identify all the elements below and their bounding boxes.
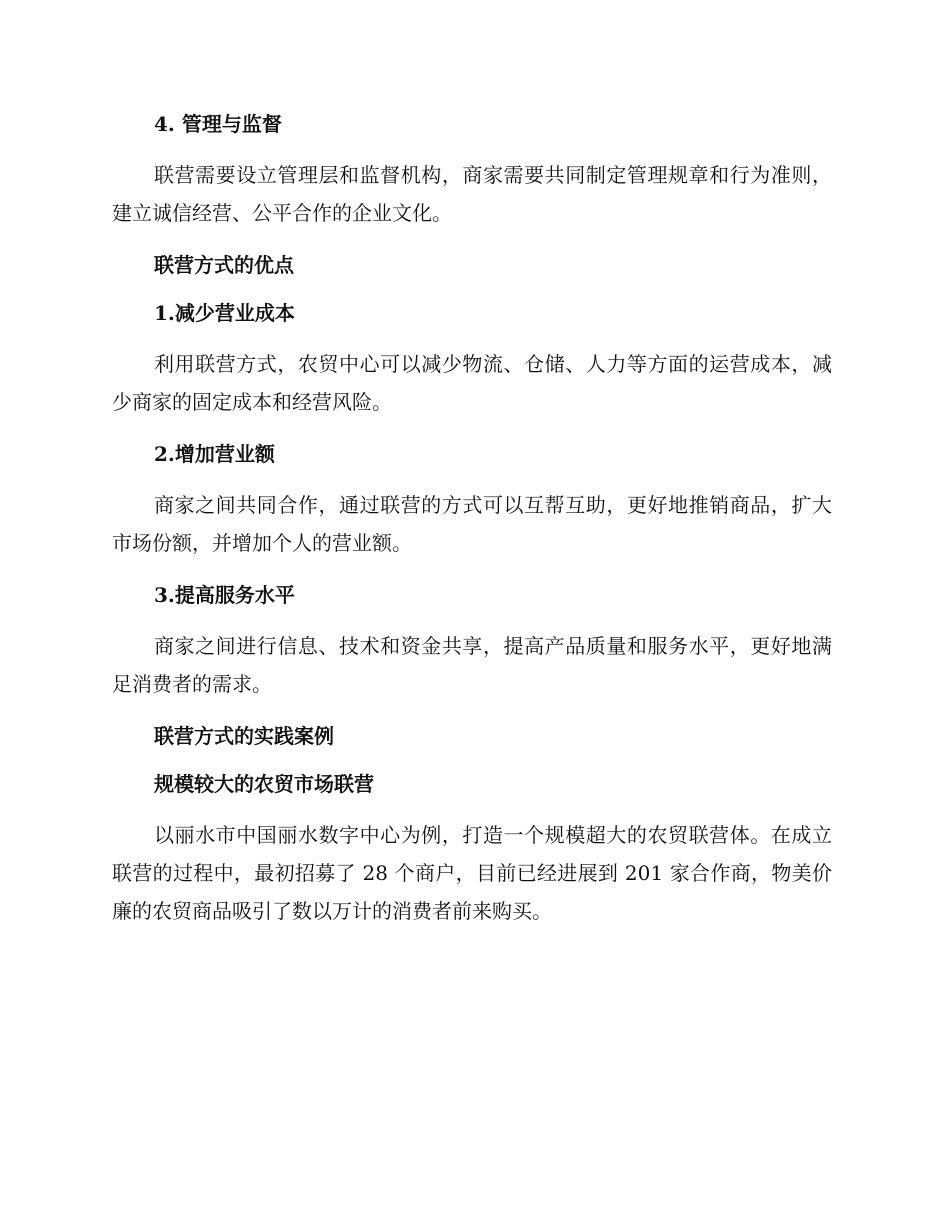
spacer bbox=[112, 800, 832, 816]
paragraph-service-level: 商家之间进行信息、技术和资金共享，提高产品质量和服务水平，更好地满足消费者的需求。 bbox=[112, 634, 832, 696]
paragraph-reduce-cost: 利用联营方式，农贸中心可以减少物流、仓储、人力等方面的运营成本，减少商家的固定成本和经营风险。 bbox=[112, 352, 832, 414]
spacer bbox=[112, 752, 832, 768]
spacer bbox=[112, 329, 832, 345]
spacer bbox=[112, 421, 832, 438]
spacer bbox=[112, 281, 832, 297]
document-body bbox=[112, 108, 832, 930]
spacer bbox=[112, 470, 832, 486]
spacer bbox=[112, 562, 832, 579]
spacer bbox=[112, 232, 832, 249]
subheading-increase-revenue: 2.增加营业额 bbox=[154, 442, 275, 466]
spacer bbox=[112, 703, 832, 720]
spacer bbox=[112, 611, 832, 627]
section-heading-cases: 联营方式的实践案例 bbox=[154, 724, 334, 748]
spacer bbox=[112, 140, 832, 156]
section-heading-advantages: 联营方式的优点 bbox=[154, 253, 294, 277]
paragraph-management: 联营需要设立管理层和监督机构，商家需要共同制定管理规章和行为准则，建立诚信经营、公平合作的企业文化。 bbox=[112, 163, 832, 225]
paragraph-increase-revenue: 商家之间共同合作，通过联营的方式可以互帮互助，更好地推销商品，扩大市场份额，并增加个人的营业额。 bbox=[112, 493, 832, 555]
section-heading-management: 4. 管理与监督 bbox=[154, 112, 282, 136]
subheading-large-market: 规模较大的农贸市场联营 bbox=[154, 772, 374, 796]
subheading-reduce-cost: 1.减少营业成本 bbox=[154, 301, 295, 325]
paragraph-large-market: 以丽水市中国丽水数字中心为例，打造一个规模超大的农贸联营体。在成立联营的过程中，最初招募了 28 个商户，目前已经进展到 201 家合作商，物美价廉的农贸商品吸引了数以万计的消费者前来购买。 bbox=[112, 823, 832, 923]
subheading-service-level: 3.提高服务水平 bbox=[154, 583, 295, 607]
